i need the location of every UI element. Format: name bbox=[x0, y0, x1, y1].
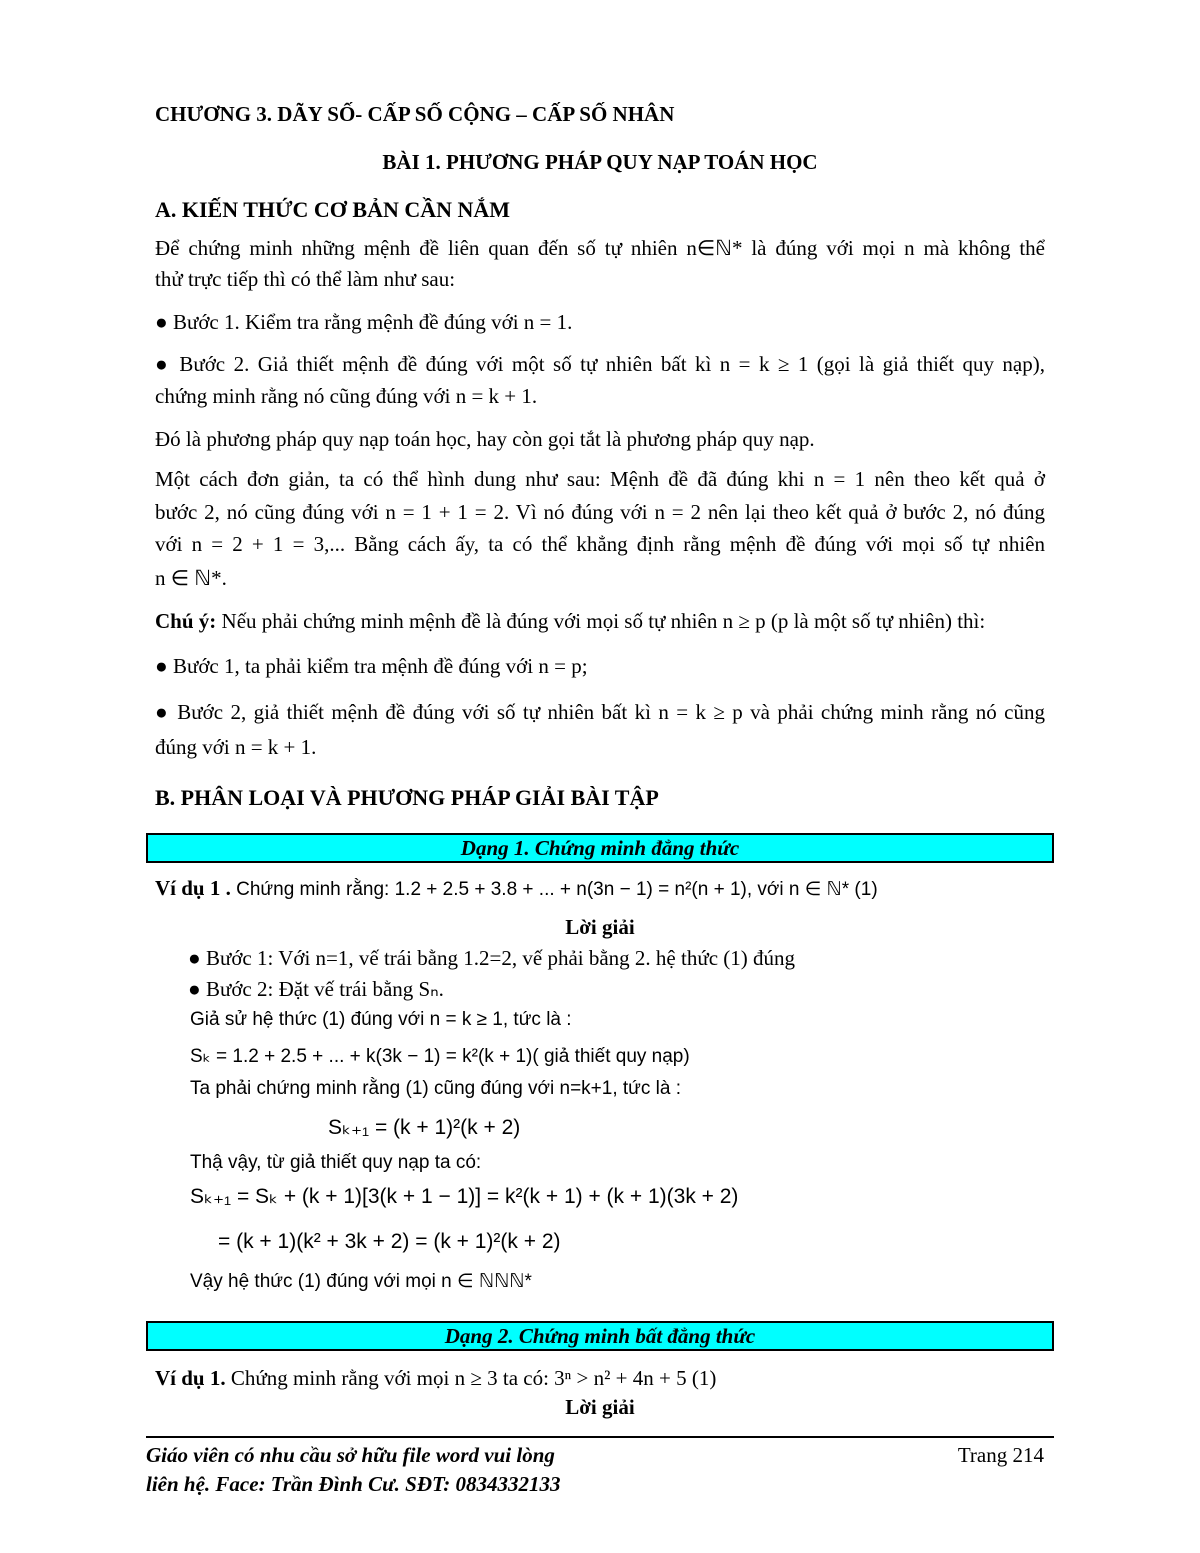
section-b-heading: B. PHÂN LOẠI VÀ PHƯƠNG PHÁP GIẢI BÀI TẬP bbox=[155, 785, 659, 810]
bullet-icon: ● bbox=[188, 977, 206, 1001]
solution-line-6: Sₖ₊₁ = (k + 1)²(k + 2) bbox=[328, 1116, 521, 1139]
intro-line-2: thử trực tiếp thì có thể làm như sau: bbox=[155, 267, 456, 291]
note-step-1-text: Bước 1, ta phải kiểm tra mệnh đề đúng với n = p; bbox=[172, 654, 588, 678]
simple-line-3: với n = 2 + 1 = 3,... Bằng cách ấy, ta có thể khẳng định rằng mệnh đề đúng với mọi số tự nhiên bbox=[155, 532, 1045, 556]
simple-line-1: Một cách đơn giản, ta có thể hình dung như sau: Mệnh đề đã đúng khi n = 1 nên theo kết quả ở bbox=[155, 467, 1045, 491]
section-a-heading: A. KIẾN THỨC CƠ BẢN CẦN NẮM bbox=[155, 197, 511, 222]
dang-2-banner: Dạng 2. Chứng minh bất đẳng thức bbox=[146, 1321, 1054, 1351]
solution-step-2-text: Bước 2: Đặt vế trái bằng Sₙ. bbox=[205, 977, 444, 1001]
dang-1-example bbox=[155, 876, 878, 901]
footer-line-2: liên hệ. Face: Trần Đình Cư. SĐT: 0834332133 bbox=[146, 1472, 561, 1496]
note-step-1 bbox=[155, 654, 588, 679]
example-text: Chứng minh rằng với mọi n ≥ 3 ta có: 3ⁿ > n² + 4n + 5 (1) bbox=[225, 1366, 717, 1390]
step-2-line-2: chứng minh rằng nó cũng đúng với n = k + 1. bbox=[155, 384, 538, 408]
lesson-title: BÀI 1. PHƯƠNG PHÁP QUY NẠP TOÁN HỌC bbox=[382, 150, 818, 174]
chapter-title: CHƯƠNG 3. DÃY SỐ- CẤP SỐ CỘNG – CẤP SỐ NHÂN bbox=[155, 102, 675, 126]
solution-label: Lời giải bbox=[565, 915, 635, 939]
simple-line-4: n ∈ ℕ*. bbox=[155, 566, 227, 590]
solution-step-2 bbox=[188, 977, 444, 1002]
note bbox=[155, 609, 985, 634]
example-label: Ví dụ 1. bbox=[155, 1366, 226, 1390]
step-1 bbox=[155, 310, 572, 335]
solution-line-7: Thậ vậy, từ giả thiết quy nạp ta có: bbox=[190, 1152, 482, 1173]
note-label: Chú ý: bbox=[155, 609, 217, 633]
solution-line-4: Sₖ = 1.2 + 2.5 + ... + k(3k − 1) = k²(k + 1)( giả thiết quy nạp) bbox=[190, 1046, 690, 1067]
solution-step-1-text: Bước 1: Với n=1, vế trái bằng 1.2=2, vế phải bằng 2. hệ thức (1) đúng bbox=[205, 946, 796, 970]
footer-rule bbox=[146, 1436, 1054, 1438]
solution-line-5: Ta phải chứng minh rằng (1) cũng đúng với n=k+1, tức là : bbox=[190, 1078, 682, 1099]
solution-line-10: Vậy hệ thức (1) đúng với mọi n ∈ ℕℕℕ* bbox=[190, 1271, 532, 1292]
intro-line-1: Để chứng minh những mệnh đề liên quan đến số tự nhiên n∈ℕ* là đúng với mọi n mà không thể bbox=[155, 236, 1045, 260]
solution-step-1 bbox=[188, 946, 795, 971]
simple-line-2: bước 2, nó cũng đúng với n = 1 + 1 = 2. Vì nó đúng với n = 2 nên lại theo kết quả ở bước 2, nó đúng bbox=[155, 500, 1045, 524]
bullet-icon: ● bbox=[155, 352, 180, 376]
note-step-2-line-2: đúng với n = k + 1. bbox=[155, 735, 317, 759]
bullet-icon: ● bbox=[155, 700, 178, 724]
solution-line-3: Giả sử hệ thức (1) đúng với n = k ≥ 1, tức là : bbox=[190, 1009, 572, 1030]
footer-line-1: Giáo viên có nhu cầu sở hữu file word vui lòng bbox=[146, 1443, 555, 1467]
solution-line-8: Sₖ₊₁ = Sₖ + (k + 1)[3(k + 1 − 1)] = k²(k + 1) + (k + 1)(3k + 2) bbox=[190, 1185, 739, 1208]
page-number: Trang 214 bbox=[957, 1443, 1044, 1467]
note-text: Nếu phải chứng minh mệnh đề là đúng với mọi số tự nhiên n ≥ p (p là một số tự nhiên) thì: bbox=[216, 609, 986, 633]
note-step-2-line-1 bbox=[155, 700, 1045, 725]
bullet-icon: ● bbox=[188, 946, 206, 970]
bullet-icon: ● bbox=[155, 310, 173, 334]
step-2-line-1 bbox=[155, 352, 1045, 377]
step-2-text-1: Bước 2. Giả thiết mệnh đề đúng với một số tự nhiên bất kì n = k ≥ 1 (gọi là giả thiết quy nạp), bbox=[179, 352, 1045, 376]
method-sentence: Đó là phương pháp quy nạp toán học, hay còn gọi tắt là phương pháp quy nạp. bbox=[155, 427, 815, 451]
note-step-2-text: Bước 2, giả thiết mệnh đề đúng với số tự nhiên bất kì n = k ≥ p và phải chứng minh rằng nó cũng bbox=[177, 700, 1045, 724]
dang-2-example bbox=[155, 1366, 716, 1391]
dang-1-banner: Dạng 1. Chứng minh đẳng thức bbox=[146, 833, 1054, 863]
solution-label-2: Lời giải bbox=[565, 1395, 635, 1419]
example-label: Ví dụ 1 . bbox=[155, 876, 231, 900]
bullet-icon: ● bbox=[155, 654, 173, 678]
step-1-text: Bước 1. Kiểm tra rằng mệnh đề đúng với n = 1. bbox=[172, 310, 573, 334]
example-text: Chứng minh rằng: 1.2 + 2.5 + 3.8 + ... + n(3n − 1) = n²(n + 1), với n ∈ ℕ* (1) bbox=[230, 879, 878, 900]
solution-line-9: = (k + 1)(k² + 3k + 2) = (k + 1)²(k + 2) bbox=[218, 1230, 561, 1253]
